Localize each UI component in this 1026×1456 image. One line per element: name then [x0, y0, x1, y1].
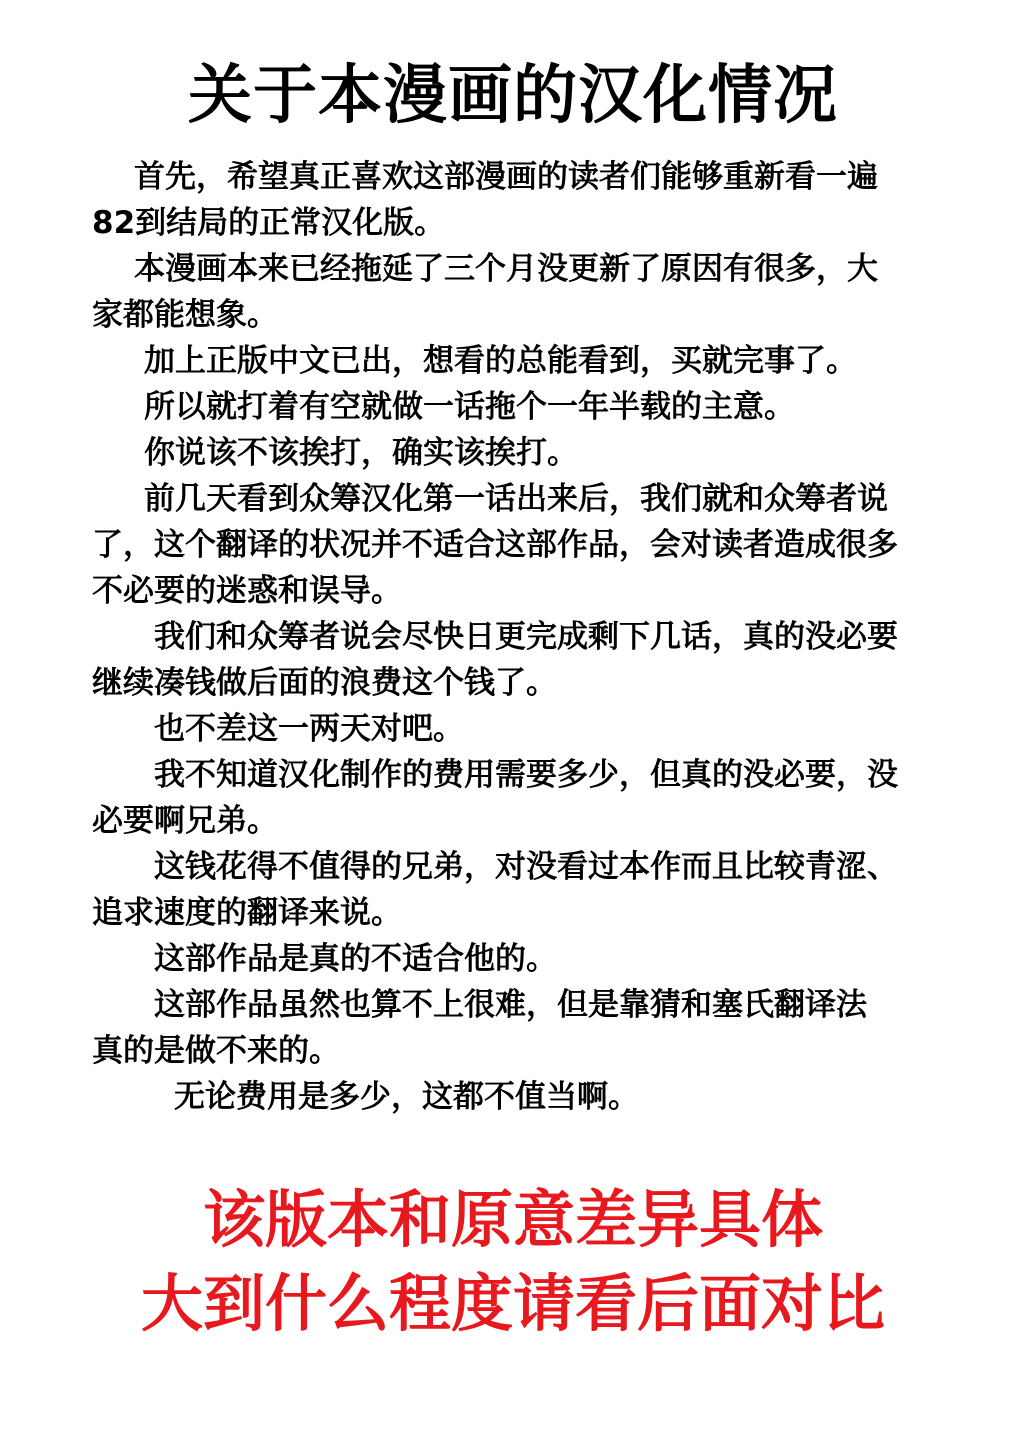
page-title: 关于本漫画的汉化情况	[188, 59, 838, 133]
paragraph-line: 无论费用是多少，这都不值当啊。	[174, 1079, 639, 1115]
paragraph-line: 真的是做不来的。	[92, 1033, 340, 1069]
paragraph-line: 加上正版中文已出，想看的总能看到，买就完事了。	[144, 343, 857, 379]
paragraph-line: 这部作品虽然也算不上很难，但是靠猜和塞氏翻译法	[154, 987, 867, 1023]
paragraph-line: 不必要的迷惑和误导。	[92, 573, 402, 609]
closing-line-2: 大到什么程度请看后面对比	[140, 1267, 885, 1340]
paragraph	[92, 154, 992, 246]
paragraph	[92, 982, 992, 1074]
paragraph-line: 你说该不该挨打，确实该挨打。	[144, 435, 578, 471]
paragraph	[92, 706, 992, 752]
paragraph	[92, 430, 992, 476]
paragraph-line: 我不知道汉化制作的费用需要多少，但真的没必要，没	[154, 757, 898, 793]
paragraph-line: 也不差这一两天对吧。	[154, 711, 464, 747]
paragraph	[92, 844, 992, 936]
paragraph-line: 我们和众筹者说会尽快日更完成剩下几话，真的没必要	[154, 619, 898, 655]
paragraph-line: 追求速度的翻译来说。	[92, 895, 402, 931]
paragraph	[92, 338, 992, 384]
paragraph	[92, 752, 992, 844]
paragraph	[92, 246, 992, 338]
paragraph-line: 所以就打着有空就做一话拖个一年半载的主意。	[144, 389, 795, 425]
paragraph-line: 前几天看到众筹汉化第一话出来后，我们就和众筹者说	[144, 481, 888, 517]
paragraph-line: 本漫画本来已经拖延了三个月没更新了原因有很多，大	[134, 251, 878, 287]
paragraph-line: 首先，希望真正喜欢这部漫画的读者们能够重新看一遍	[134, 159, 878, 195]
body-text	[92, 154, 992, 1120]
paragraph-line: 这部作品是真的不适合他的。	[154, 941, 557, 977]
paragraph-line: 这钱花得不值得的兄弟，对没看过本作而且比较青涩、	[154, 849, 898, 885]
paragraph-line: 必要啊兄弟。	[92, 803, 278, 839]
paragraph-line: 82到结局的正常汉化版。	[92, 205, 446, 241]
closing-line-1: 该版本和原意差异具体	[202, 1183, 823, 1256]
paragraph	[92, 936, 992, 982]
paragraph-line: 家都能想象。	[92, 297, 278, 333]
paragraph	[92, 1074, 992, 1120]
paragraph-line: 继续凑钱做后面的浪费这个钱了。	[92, 665, 557, 701]
paragraph	[92, 476, 992, 614]
closing-note	[0, 1178, 1026, 1346]
paragraph	[92, 384, 992, 430]
paragraph-line: 了，这个翻译的状况并不适合这部作品，会对读者造成很多	[92, 527, 898, 563]
paragraph	[92, 614, 992, 706]
